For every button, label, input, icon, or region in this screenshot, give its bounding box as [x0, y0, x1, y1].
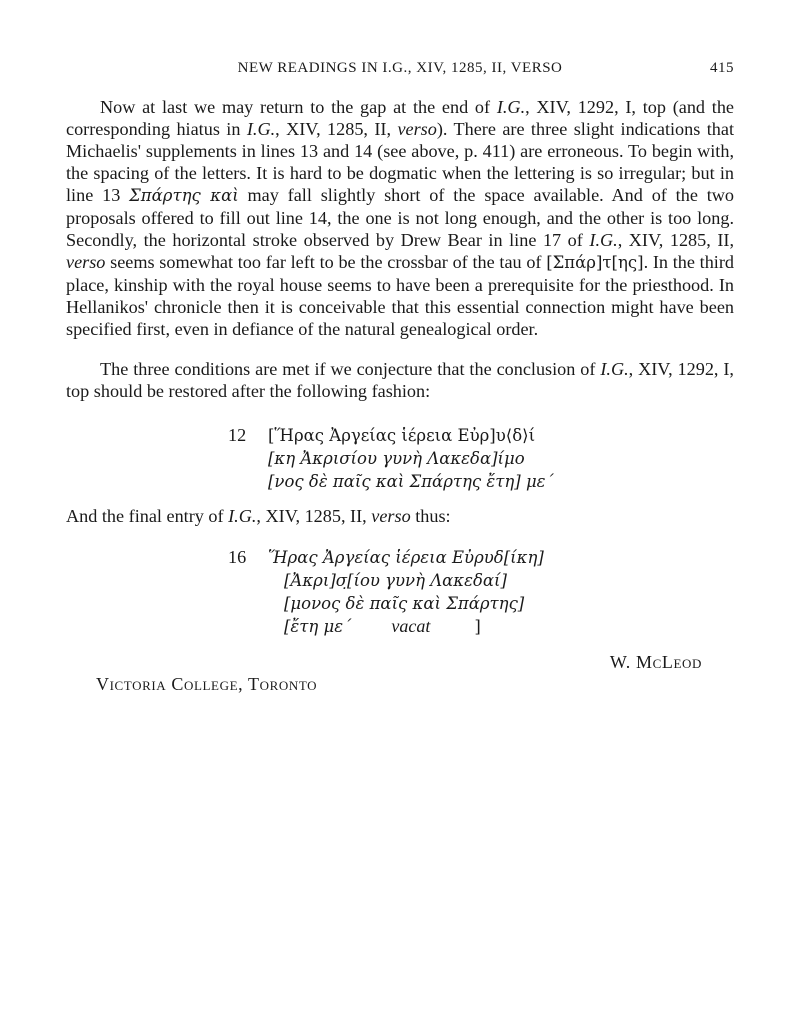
text-run: , XIV, 1285, II,: [617, 230, 734, 250]
greek-restoration-block-1: [228, 424, 554, 493]
line-number: 16: [228, 547, 247, 567]
citation-ig: I.G.: [246, 119, 276, 139]
restoration-line: [228, 592, 544, 615]
restoration-line: [228, 447, 554, 470]
running-head: [66, 60, 734, 82]
author-signature: [610, 652, 702, 673]
line-number: 12: [228, 425, 247, 445]
text-run: seems somewhat too far left to be the crossbar of the tau of: [105, 252, 547, 272]
greek-line: Ἥρας Ἀργείας ἱέρεια Εὐρυδ[ίκη]: [268, 548, 544, 567]
greek-phrase: Σπάρτης καὶ: [129, 186, 239, 205]
verso-term: verso: [397, 119, 437, 139]
text-run: The three conditions are met if we conjecture that the conclusion of: [100, 359, 601, 379]
greek-line-end: ]: [474, 617, 481, 636]
text-run: , XIV, 1292, I, top (and the corresponding hiatus in: [66, 97, 734, 139]
text-run: , XIV, 1285, II,: [256, 506, 372, 526]
restoration-line: [228, 470, 554, 493]
restoration-line: [228, 546, 544, 569]
greek-phrase: [Σπάρ]τ[ης]: [546, 253, 644, 272]
author-affiliation: [96, 674, 317, 695]
text-run: And the final entry of: [66, 506, 229, 526]
verso-term: verso: [371, 506, 411, 526]
greek-line: [κη Ἀκρισίου γυνὴ Λακεδα]ίμο: [268, 449, 525, 468]
greek-line: [νος δὲ παῖς καὶ Σπάρτης ἔτη] με΄: [268, 472, 554, 491]
text-run: . In the third place, kinship with the royal house seems to have been a prerequisite for the priesthood. In Hellanikos' chronicle then it is conceivable that this essential connection might have been specified first, even in defiance of the natural genealogical order.: [66, 252, 734, 339]
citation-ig: I.G.: [600, 359, 629, 379]
paragraph-final-entry: [66, 505, 734, 527]
paragraph-conditions: [66, 358, 734, 402]
greek-line: [Ἀκρι]σ̣[ίου γυνὴ Λακεδαί]: [284, 571, 507, 590]
greek-line: [μονος δὲ παῖς καὶ Σπάρτης]: [284, 594, 525, 613]
restoration-line: [228, 615, 544, 638]
text-run: ). There are three slight indications that Michaelis' supplements in lines 13 and 14 (see above, p. 411) are erroneous. To begin with, the spacing of the letters. It is hard to be dogmatic when the lettering is so irregular; but in line 13: [66, 119, 735, 205]
affiliation-text: Victoria College, Toronto: [96, 674, 318, 694]
greek-line: [Ἥρας Ἀργείας ἱέρεια Εὐρ]υ⟨δ⟩ί: [268, 426, 536, 445]
text-run: , XIV, 1285, II,: [275, 119, 398, 139]
vacat-mark: vacat: [391, 616, 431, 636]
citation-ig: I.G.: [496, 97, 526, 117]
greek-restoration-block-2: [228, 546, 544, 638]
running-title: NEW READINGS IN I.G., XIV, 1285, II, VERSO: [237, 60, 563, 76]
restoration-line: [228, 569, 544, 592]
paragraph-gap-discussion: [66, 96, 734, 340]
page-number: 415: [710, 60, 734, 76]
text-run: , XIV, 1292, I, top should be restored after the following fashion:: [66, 359, 734, 401]
verso-term: verso: [66, 252, 106, 272]
text-run: may fall slightly short of the space available. And of the two proposals offered to fill out line 14, the one is not long enough, and the other is too long. Secondly, the horizontal stroke observed by Drew Bear in line 17 of: [66, 185, 734, 250]
text-run: Now at last we may return to the gap at the end of: [100, 97, 497, 117]
author-name: W. McLeod: [609, 652, 702, 672]
greek-line: [ἔτη με΄: [284, 617, 352, 636]
text-run: thus:: [410, 506, 451, 526]
citation-ig: I.G.: [589, 230, 618, 250]
restoration-line: [228, 424, 554, 447]
citation-ig: I.G.: [228, 506, 257, 526]
